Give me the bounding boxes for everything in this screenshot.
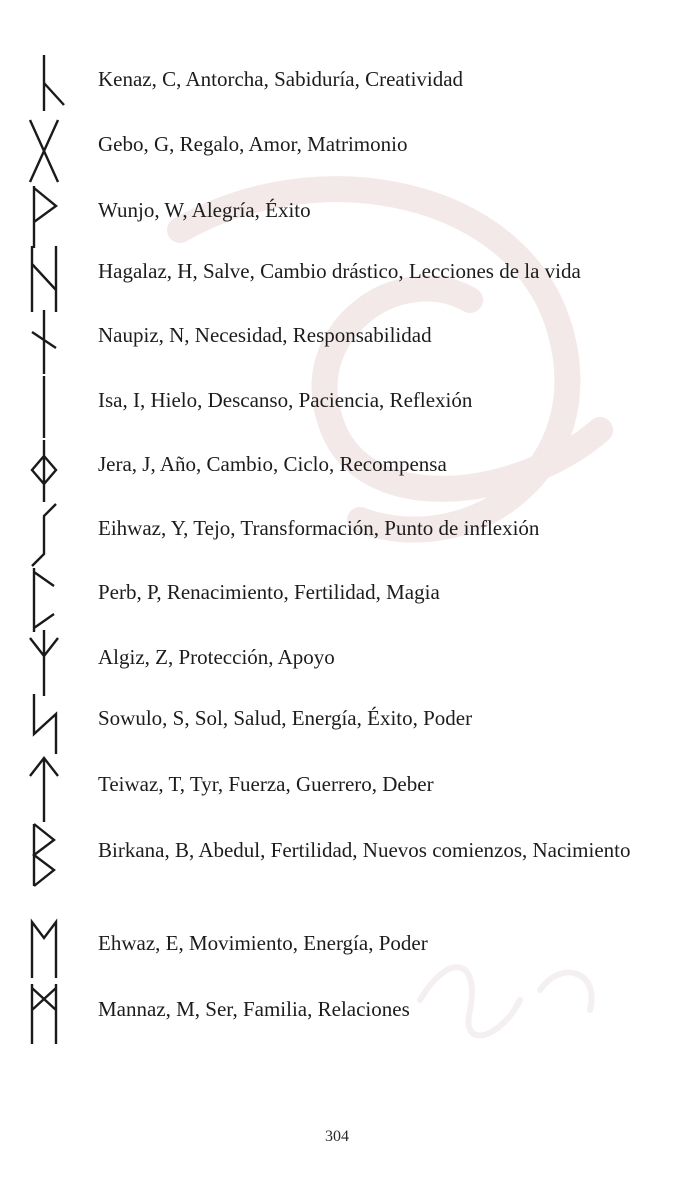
- kenaz-rune-icon: [22, 55, 66, 111]
- rune-entry-text: Kenaz, C, Antorcha, Sabiduría, Creatividad: [98, 67, 464, 91]
- eihwaz-rune-icon: [22, 504, 66, 566]
- rune-entry-text: Ehwaz, E, Movimiento, Energía, Poder: [98, 931, 428, 955]
- rune-entry-text: Perb, P, Renacimiento, Fertilidad, Magia: [98, 580, 440, 604]
- rune-entry-text: Wunjo, W, Alegría, Éxito: [98, 198, 311, 222]
- teiwaz-rune-icon: [22, 758, 66, 822]
- sowulo-rune-icon: [22, 694, 66, 754]
- mannaz-rune-icon: [22, 984, 66, 1044]
- rune-entry-text: Naupiz, N, Necesidad, Responsabilidad: [98, 323, 432, 347]
- algiz-rune-icon: [22, 630, 66, 696]
- ehwaz-rune-icon: [22, 918, 66, 978]
- jera-rune-icon: [22, 440, 66, 502]
- rune-entry-text: Birkana, B, Abedul, Fertilidad, Nuevos comienzos, Nacimiento: [98, 838, 631, 862]
- rune-entry-text: Jera, J, Año, Cambio, Ciclo, Recompensa: [98, 452, 447, 476]
- hagalaz-rune-icon: [22, 246, 66, 312]
- rune-entry-text: Algiz, Z, Protección, Apoyo: [98, 645, 335, 669]
- rune-entry-text: Sowulo, S, Sol, Salud, Energía, Éxito, Poder: [98, 706, 473, 730]
- rune-entry-text: Isa, I, Hielo, Descanso, Paciencia, Reflexión: [98, 388, 473, 412]
- rune-entry-text: Mannaz, M, Ser, Familia, Relaciones: [98, 997, 410, 1021]
- page-number: 304: [325, 1128, 349, 1145]
- rune-entry-text: Eihwaz, Y, Tejo, Transformación, Punto de inflexión: [98, 516, 540, 540]
- isa-rune-icon: [22, 376, 66, 438]
- rune-entry-text: Teiwaz, T, Tyr, Fuerza, Guerrero, Deber: [98, 772, 434, 796]
- rune-entry-text: Hagalaz, H, Salve, Cambio drástico, Lecciones de la vida: [98, 259, 581, 283]
- wunjo-rune-icon: [22, 186, 66, 248]
- gebo-rune-icon: [22, 120, 66, 182]
- perb-rune-icon: [22, 568, 66, 632]
- naupiz-rune-icon: [22, 310, 66, 374]
- rune-entry-text: Gebo, G, Regalo, Amor, Matrimonio: [98, 132, 408, 156]
- birkana-rune-icon: [22, 824, 66, 886]
